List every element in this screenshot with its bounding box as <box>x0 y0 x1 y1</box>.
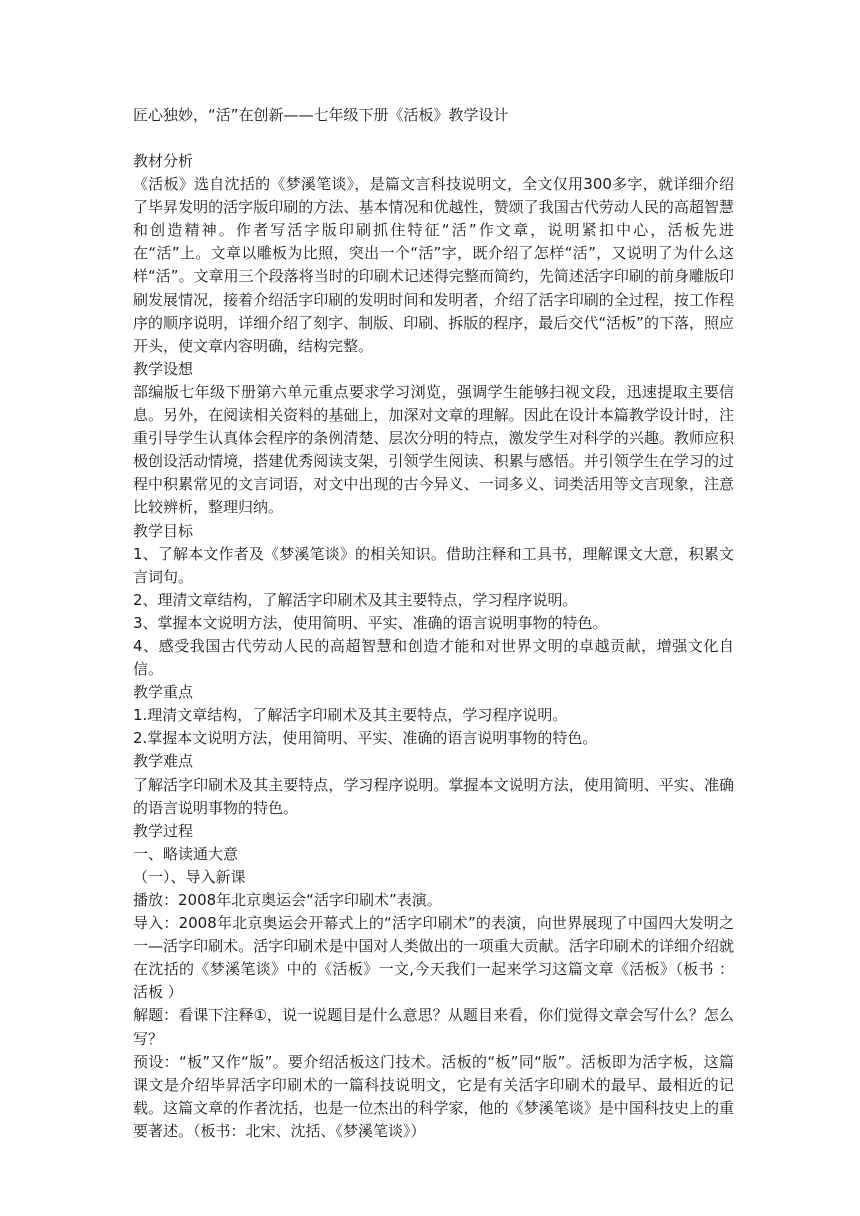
section-heading: 教学难点 <box>133 752 194 771</box>
list-item: 3、掌握本文说明方法，使用简明、平实、准确的语言说明事物的特色。 <box>133 613 608 632</box>
list-item: 1、了解本文作者及《梦溪笔谈》的相关知识。借助注释和工具书，理解课文大意，积累文言词句。 <box>133 544 734 586</box>
list-item: 4、感受我国古代劳动人民的高超智慧和创造才能和对世界文明的卓越贡献，增强文化自信。 <box>133 636 734 679</box>
subsection-heading: 一、略读通大意 <box>133 844 239 863</box>
document-body <box>133 150 734 1143</box>
paragraph: 播放：2008年北京奥运会“活字印刷术”表演。 <box>133 891 442 909</box>
list-item: 2.掌握本文说明方法，使用简明、平实、准确的语言说明事物的特色。 <box>133 729 598 748</box>
list-item: 2、理清文章结构，了解活字印刷术及其主要特点，学习程序说明。 <box>133 590 578 609</box>
paragraph: 了解活字印刷术及其主要特点，学习程序说明。掌握本文说明方法，使用简明、平实、准确的语言说明事物的特色。 <box>133 775 734 817</box>
paragraph: 解题：看课下注释①，说一说题目是什么意思？从题目来看，你们觉得文章会写什么？怎么写？ <box>133 1006 734 1048</box>
paragraph: 部编版七年级下册第六单元重点要求学习浏览，强调学生能够扫视文段，迅速提取主要信息。另外，在阅读相关资料的基础上，加深对文章的理解。因此在设计本篇教学设计时，注重引导学生认真体会程序的条例清楚、层次分明的特点，激发学生对科学的兴趣。教师应积极创设活动情境，搭建优秀阅读支架，引领学生阅读、积累与感悟。并引领学生在学习的过程中积累常见的文言词语，对文中出现的古今异义、一词多义、词类活用等文言现象，注意比较辨析，整理归纳。 <box>133 382 734 517</box>
paragraph: 《活板》选自沈括的《梦溪笔谈》，是篇文言科技说明文，全文仅用300多字，就详细介绍了毕昇发明的活字版印刷的方法、基本情况和优越性，赞颂了我国古代劳动人民的高超智慧和创造精神。作者写活字版印刷抓住特征“活”作文章，说明紧扣中心，活板先进在“活”上。文章以雕板为比照，突出一个“活”字，既介绍了怎样“活”，又说明了为什么这样“活”。文章用三个段落将当时的印刷术记述得完整而简约，先简述活字印刷的前身雕版印刷发展情况，接着介绍活字印刷的发明时间和发明者，介绍了活字印刷的全过程，按工作程序的顺序说明，详细介绍了刻字、制版、印刷、拆版的程序，最后交代“活板”的下落，照应开头，使文章内容明确，结构完整。 <box>133 175 734 355</box>
section-heading: 教学过程 <box>133 821 194 840</box>
paragraph: 导入：2008年北京奥运会开幕式上的“活字印刷术”的表演，向世界展现了中国四大发明之一—活字印刷术。活字印刷术是中国对人类做出的一项重大贡献。活字印刷术的详细介绍就在沈括的《梦溪笔谈》中的《活板》一文,今天我们一起来学习这篇文章《活板》（板书 ：活板 ） <box>133 914 734 1002</box>
section-heading: 教学目标 <box>133 521 194 540</box>
section-heading: 教材分析 <box>133 152 194 170</box>
section-heading: 教学重点 <box>133 683 194 702</box>
list-item: 1.理清文章结构，了解活字印刷术及其主要特点，学习程序说明。 <box>133 706 568 725</box>
subsection-heading: （一）、导入新课 <box>133 867 246 886</box>
document-title: 匠心独妙，“活”在创新——七年级下册《活板》教学设计 <box>133 106 509 124</box>
section-heading: 教学设想 <box>133 359 194 378</box>
paragraph: 预设：“板”又作“版”。要介绍活板这门技术。活板的“板”同“版”。活板即为活字板，这篇课文是介绍毕昇活字印刷术的一篇科技说明文，它是有关活字印刷术的最早、最相近的记载。这篇文章的作者沈括，也是一位杰出的科学家，他的《梦溪笔谈》是中国科技史上的重要著述。（板书：北宋、沈括、《梦溪笔谈》） <box>133 1052 734 1140</box>
